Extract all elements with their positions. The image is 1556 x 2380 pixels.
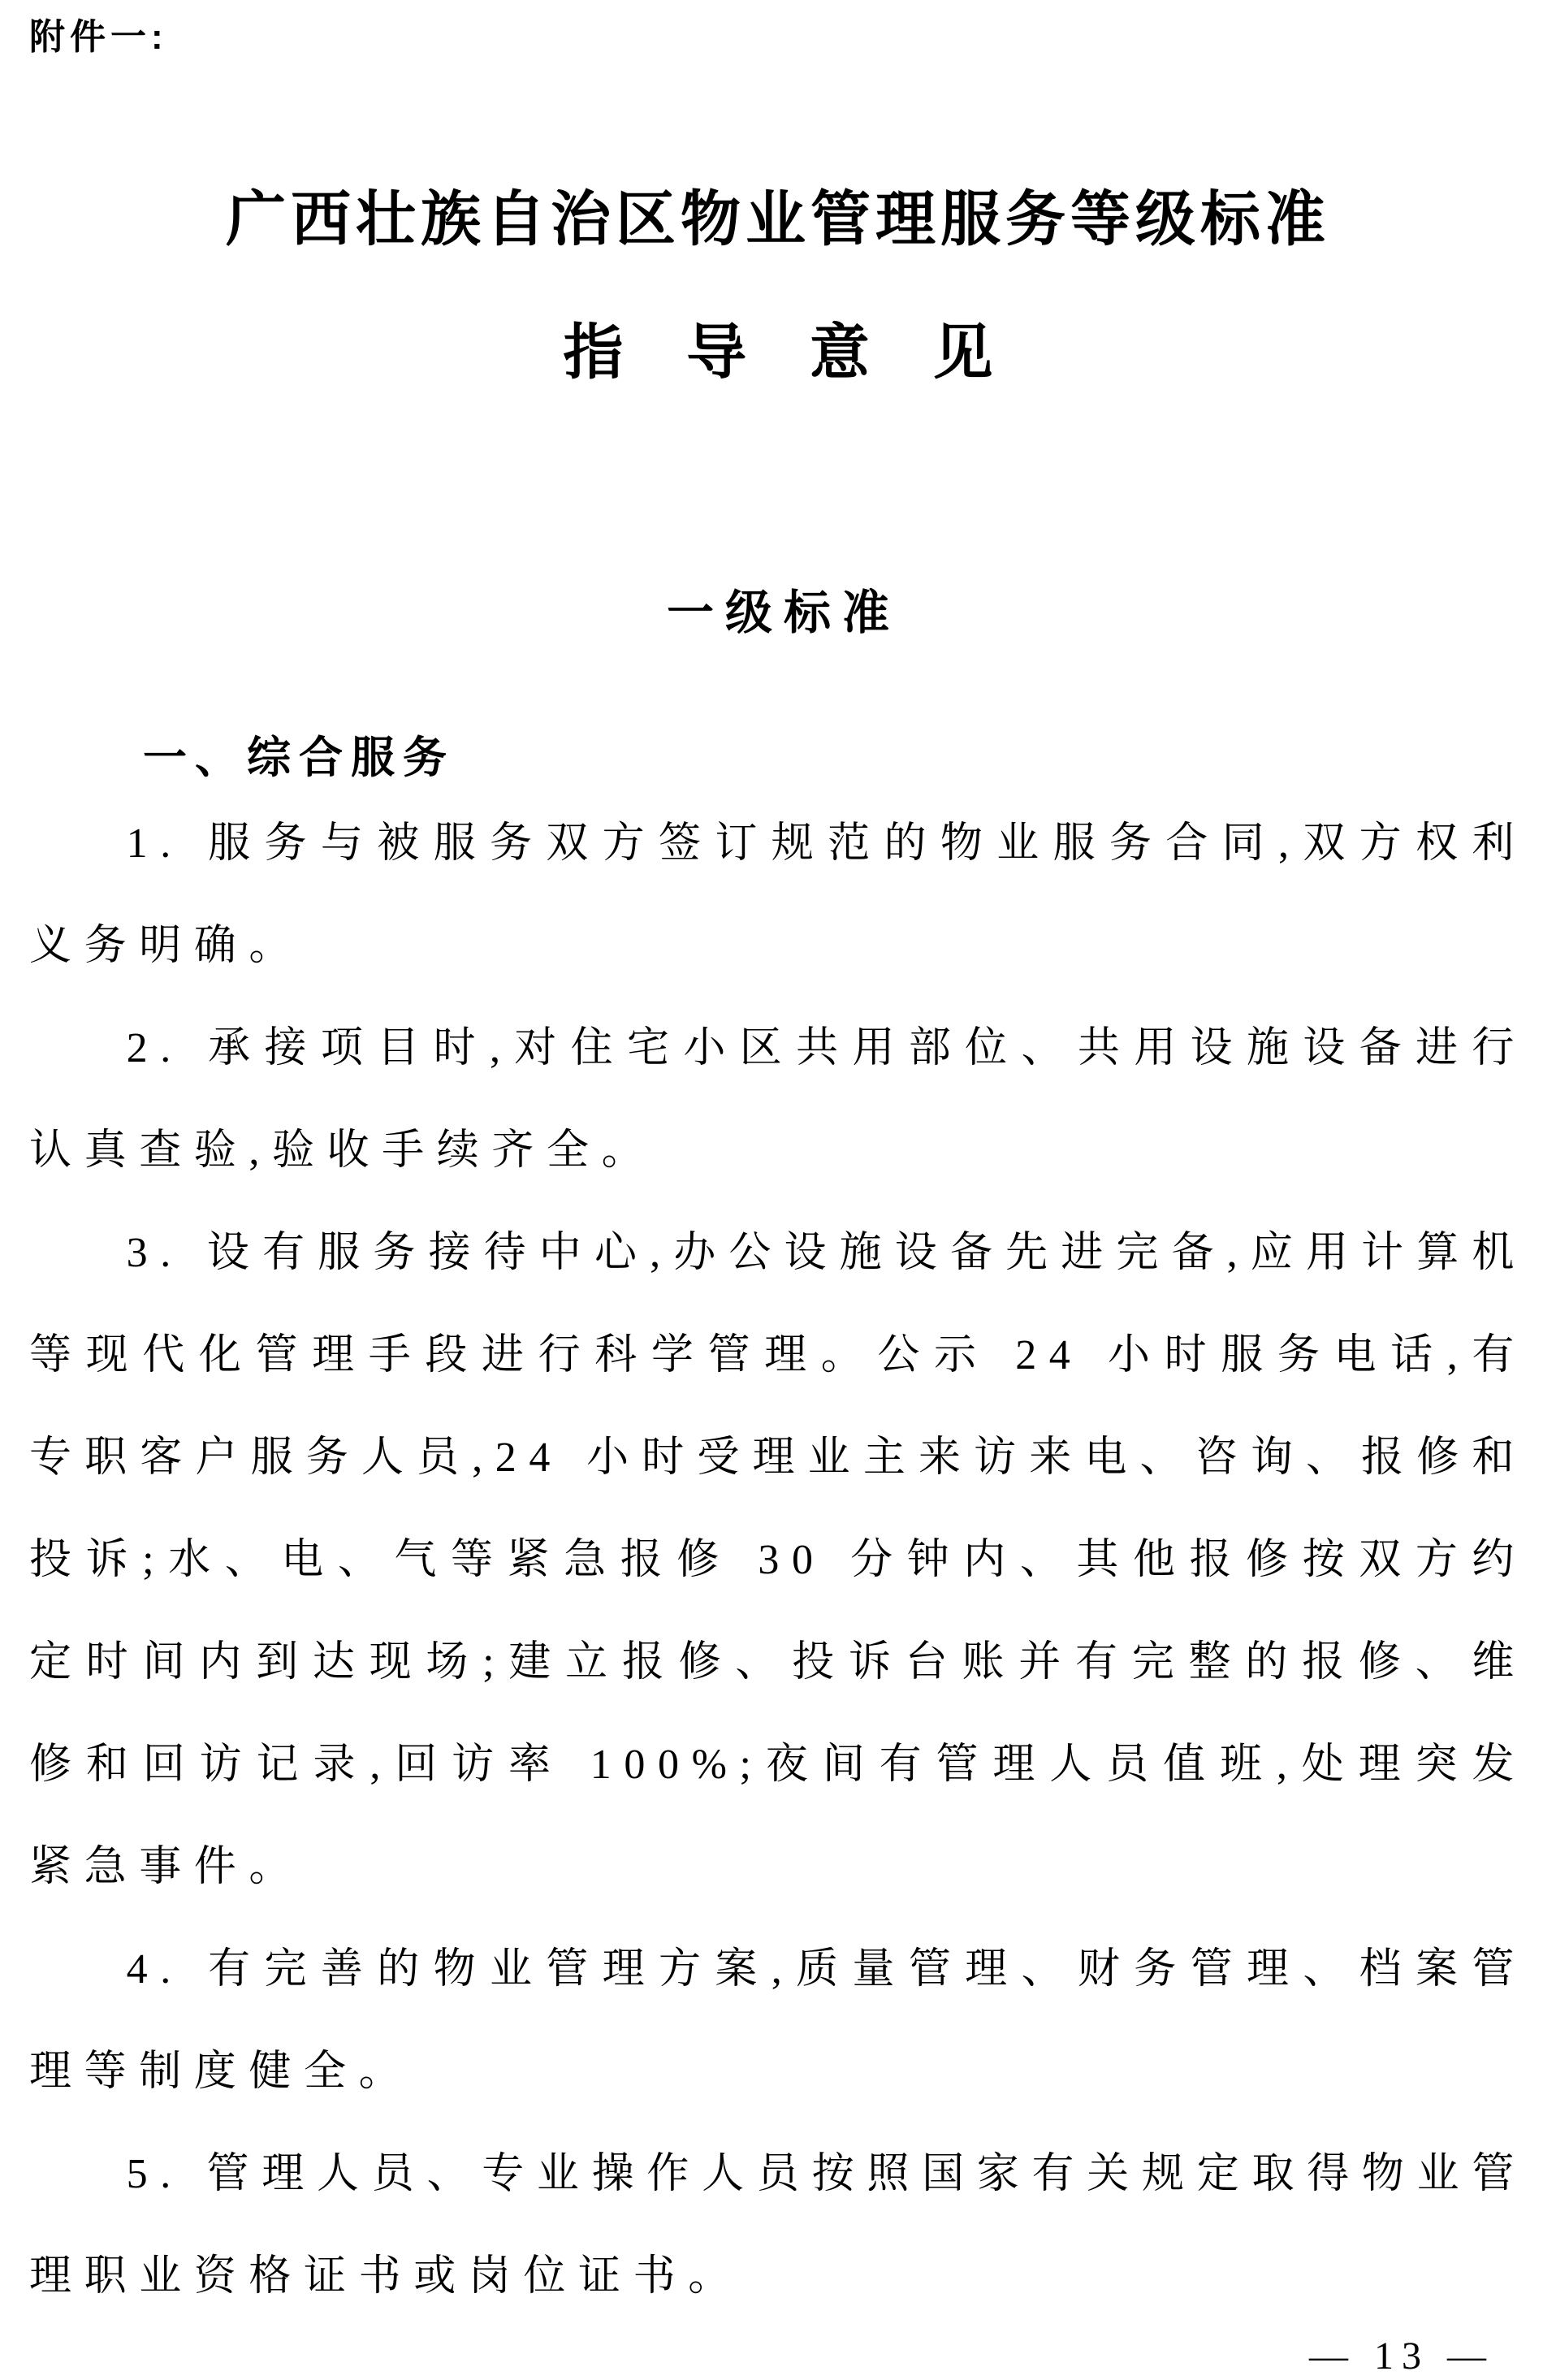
document-title-line-1: 广西壮族自治区物业管理服务等级标准 xyxy=(226,186,1330,253)
paragraph-1: 1. 服务与被服务双方签订规范的物业服务合同,双方权利义务明确。 xyxy=(29,820,1527,970)
level-one-standard-heading: 一级标准 xyxy=(666,586,901,639)
body-text-block xyxy=(29,793,1527,2328)
document-title-line-2: 指 导 意 见 xyxy=(563,320,1018,387)
paragraph-3: 3. 设有服务接待中心,办公设施设备先进完备,应用计算机等现代化管理手段进行科学管理。公示 24 小时服务电话,有专职客户服务人员,24 小时受理业主来访来电、咨询、报修和投诉;水、电、气等紧急报修 30 分钟内、其他报修按双方约定时间内到达现场;建立报修、投诉台账并有完整的报修、维修和回访记录,回访率 100%;夜间有管理人员值班,处理突发紧急事件。 xyxy=(29,1230,1527,1891)
paragraph-4: 4. 有完善的物业管理方案,质量管理、财务管理、档案管理等制度健全。 xyxy=(29,1946,1527,2096)
attachment-label: 附件一: xyxy=(29,17,168,57)
paragraph-5: 5. 管理人员、专业操作人员按照国家有关规定取得物业管理职业资格证书或岗位证书。 xyxy=(29,2151,1527,2300)
section-heading-comprehensive-services: 一、综合服务 xyxy=(143,733,455,783)
page-number: — 13 — xyxy=(1309,2335,1494,2378)
paragraph-2: 2. 承接项目时,对住宅小区共用部位、共用设施设备进行认真查验,验收手续齐全。 xyxy=(29,1025,1527,1175)
